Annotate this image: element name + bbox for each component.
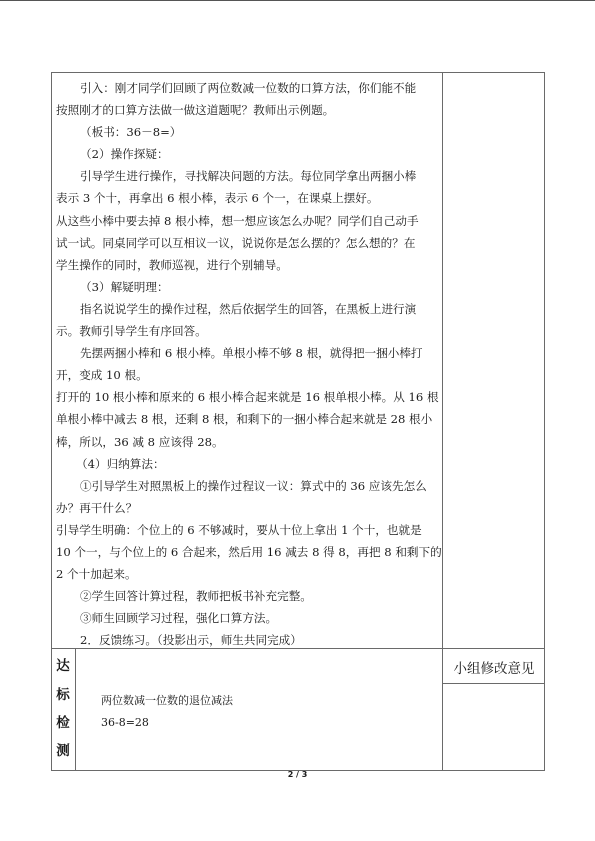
lesson-line: （3）解疑明理： <box>80 279 169 294</box>
lesson-line: 10 个一，与个位上的 6 合起来，然后用 16 减去 8 得 8，再把 8 和剩下的 <box>56 544 442 559</box>
lesson-line: 表示 3 个十，再拿出 6 根小棒，表示 6 个一，在课桌上摆好。 <box>56 191 379 206</box>
lesson-line: 2．反馈练习。（投影出示，师生共同完成） <box>80 633 302 648</box>
lesson-line: 按照刚才的口算方法做一做这道题呢？教师出示例题。 <box>56 103 335 118</box>
lesson-line: （4）归纳算法： <box>76 456 165 471</box>
lesson-content <box>56 77 440 651</box>
opinion-header-border <box>442 683 545 684</box>
lesson-line: ③师生回顾学习过程，强化口算方法。 <box>80 611 278 626</box>
check-topic: 两位数减一位数的退位减法 <box>101 694 233 707</box>
lesson-line: 单根小棒中减去 8 根，还剩 8 根，和剩下的一捆小棒合起来就是 28 根小 <box>56 412 433 427</box>
lesson-line: 开，变成 10 根。 <box>56 368 148 383</box>
lesson-line: 学生操作的同时，教师巡视，进行个别辅导。 <box>56 257 288 272</box>
label-char: 检 <box>56 714 70 731</box>
group-revision-opinion-header: 小组修改意见 <box>453 660 535 677</box>
label-char: 标 <box>56 686 70 703</box>
lesson-line: 引入：刚才同学们回顾了两位数减一位数的口算方法，你们能不能 <box>80 81 417 95</box>
lesson-line: 指名说说学生的操作过程，然后依据学生的回答，在黑板上进行演 <box>80 301 417 316</box>
lesson-line: 棒，所以，36 减 8 应该得 28。 <box>56 434 224 449</box>
check-section-label <box>51 649 75 770</box>
lesson-line: 打开的 10 根小棒和原来的 6 根小棒合起来就是 16 根单根小棒。从 16 根 <box>56 390 439 405</box>
label-column-divider <box>75 648 76 771</box>
check-section-content <box>101 690 233 734</box>
lesson-line: ①引导学生对照黑板上的操作过程议一议：算式中的 36 应该先怎么 <box>80 478 427 493</box>
lesson-line: 试一试。同桌同学可以互相议一议，说说你是怎么摆的？怎么想的？在 <box>56 235 416 250</box>
lesson-line: （板书：36－8=） <box>80 125 182 140</box>
lesson-line: 引导学生明确：个位上的 6 不够减时，要从十位上拿出 1 个十，也就是 <box>56 522 422 537</box>
lesson-line: 示。教师引导学生有序回答。 <box>56 324 207 339</box>
check-equation: 36-8=28 <box>101 716 149 729</box>
lesson-line: 先摆两捆小棒和 6 根小棒。单根小棒不够 8 根，就得把一捆小棒打 <box>80 346 423 361</box>
page-number: 2 / 3 <box>287 770 308 779</box>
label-char: 达 <box>56 658 70 675</box>
lesson-line: 引导学生进行操作，寻找解决问题的方法。每位同学拿出两捆小棒 <box>80 169 417 184</box>
lesson-line: （2）操作探疑： <box>80 147 169 162</box>
lesson-line: 从这些小棒中要去掉 8 根小棒，想一想应该怎么办呢？同学们自己动手 <box>56 213 419 228</box>
table-top-border <box>51 72 545 73</box>
label-char: 测 <box>56 743 70 760</box>
lesson-line: 办？再干什么？ <box>56 500 138 515</box>
lesson-line: 2 个十加起来。 <box>56 567 137 582</box>
lesson-line: ②学生回答计算过程，教师把板书补充完整。 <box>80 589 312 604</box>
